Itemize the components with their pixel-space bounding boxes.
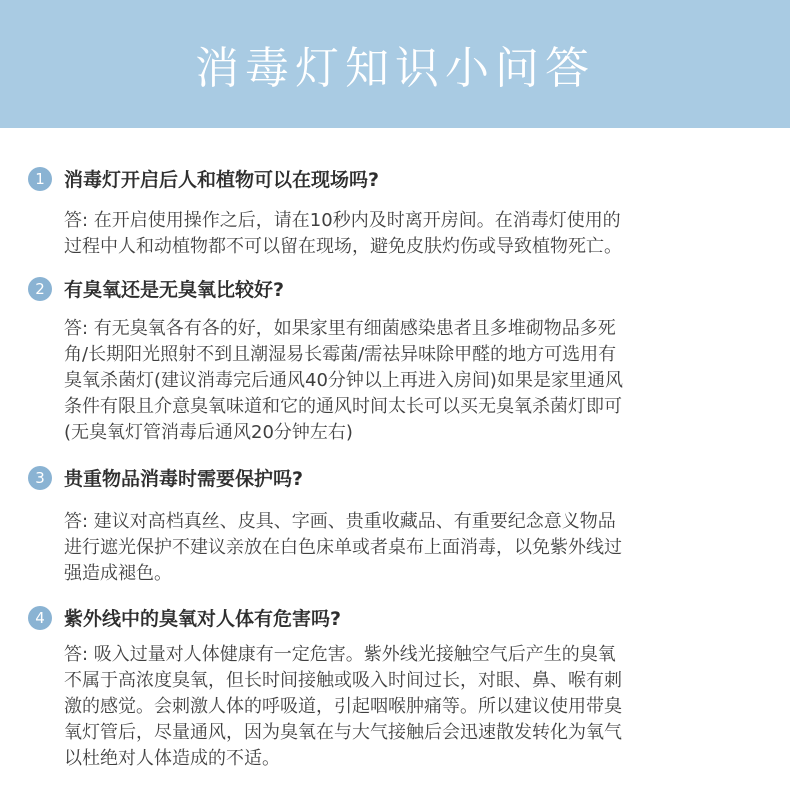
answer-text	[64, 642, 764, 772]
question-number-badge: 4	[28, 606, 52, 630]
answer-line: 激的感觉。会刺激人体的呼吸道，引起咽喉肿痛等。所以建议使用带臭	[64, 696, 622, 717]
answer-line: 答: 吸入过量对人体健康有一定危害。紫外线光接触空气后产生的臭氧	[64, 644, 616, 665]
answer-line: 答: 在开启使用操作之后，请在10秒内及时离开房间。在消毒灯使用的	[64, 210, 621, 231]
answer-line: 条件有限且介意臭氧味道和它的通风时间太长可以买无臭氧杀菌灯即可	[64, 396, 622, 417]
question-number-badge: 1	[28, 167, 52, 191]
answer-text	[64, 316, 764, 446]
answer-line: 以杜绝对人体造成的不适。	[64, 748, 280, 769]
question-number-badge: 2	[28, 277, 52, 301]
answer-line: 过程中人和动植物都不可以留在现场，避免皮肤灼伤或导致植物死亡。	[64, 236, 622, 257]
answer-text	[64, 208, 764, 260]
question-row	[28, 604, 341, 631]
answer-line: 臭氧杀菌灯(建议消毒完后通风40分钟以上再进入房间)如果是家里通风	[64, 370, 623, 391]
answer-line: 不属于高浓度臭氧，但长时间接触或吸入时间过长，对眼、鼻、喉有刺	[64, 670, 622, 691]
question-text: 紫外线中的臭氧对人体有危害吗?	[64, 608, 342, 630]
answer-line: 答: 有无臭氧各有各的好，如果家里有细菌感染患者且多堆砌物品多死	[64, 318, 616, 339]
question-row	[28, 275, 284, 302]
answer-line: 角/长期阳光照射不到且潮湿易长霉菌/需祛异味除甲醛的地方可选用有	[64, 344, 617, 365]
question-row	[28, 464, 303, 491]
question-text: 有臭氧还是无臭氧比较好?	[64, 279, 285, 301]
question-text: 消毒灯开启后人和植物可以在现场吗?	[64, 169, 380, 191]
question-number-badge: 3	[28, 466, 52, 490]
question-text: 贵重物品消毒时需要保护吗?	[64, 468, 304, 490]
question-row	[28, 165, 379, 192]
answer-line: 答: 建议对高档真丝、皮具、字画、贵重收藏品、有重要纪念意义物品	[64, 511, 616, 532]
answer-line: 氧灯管后，尽量通风，因为臭氧在与大气接触后会迅速散发转化为氧气	[64, 722, 622, 743]
answer-line: 进行遮光保护不建议亲放在白色床单或者桌布上面消毒，以免紫外线过	[64, 537, 622, 558]
answer-text	[64, 509, 764, 587]
page-title: 消毒灯知识小问答	[195, 43, 595, 94]
answer-line: (无臭氧灯管消毒后通风20分钟左右)	[64, 422, 353, 443]
answer-line: 强造成褪色。	[64, 563, 172, 584]
header-banner	[0, 0, 790, 128]
